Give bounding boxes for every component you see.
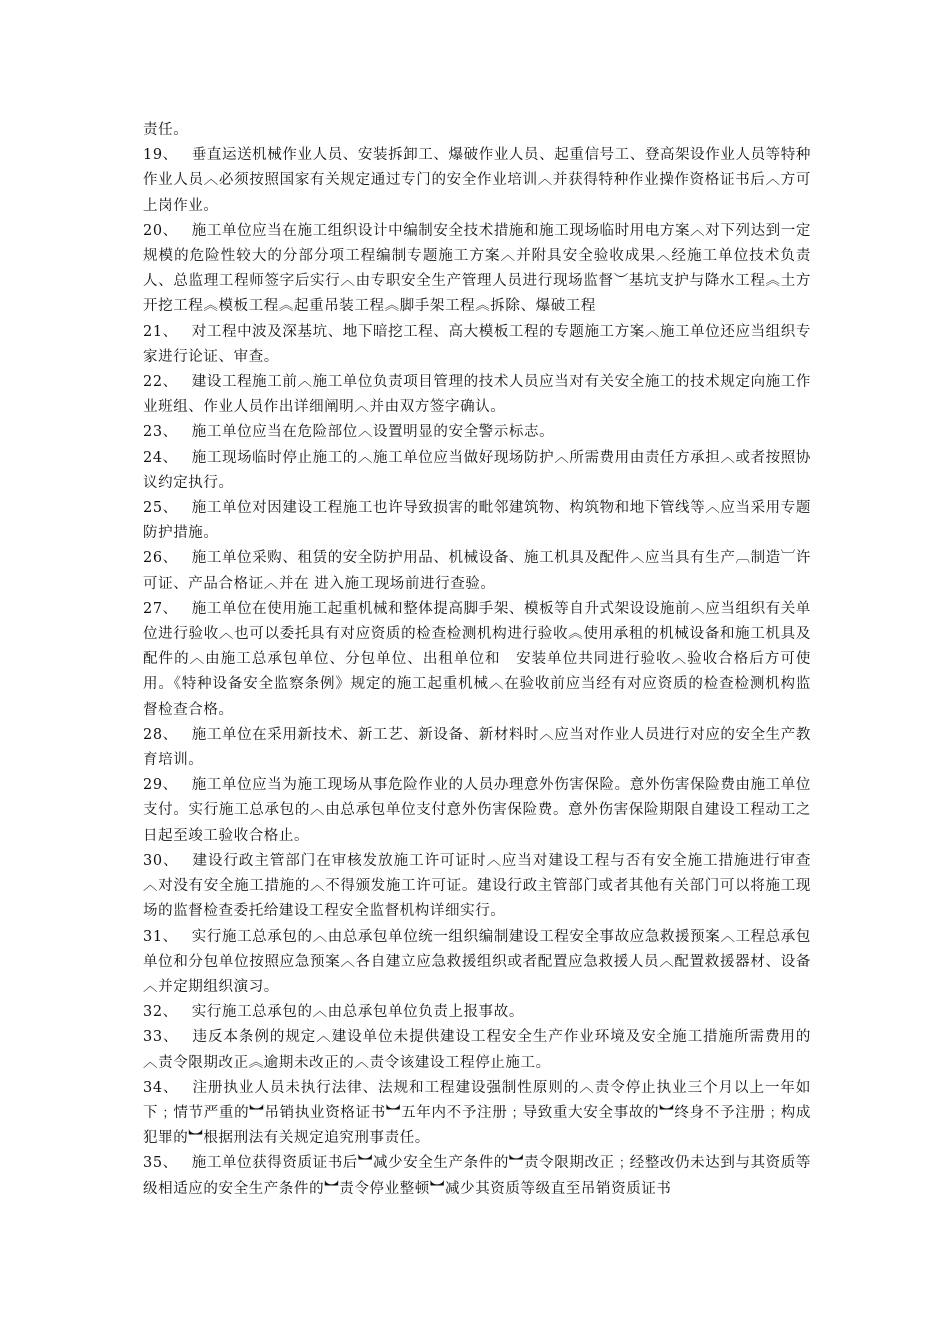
document-body bbox=[143, 118, 811, 1202]
paragraph-25 bbox=[143, 496, 811, 546]
paragraph-29 bbox=[143, 773, 811, 849]
paragraph-30 bbox=[143, 849, 811, 925]
paragraph-number: 26、 bbox=[143, 550, 178, 567]
paragraph-24 bbox=[143, 446, 811, 496]
paragraph-text: 施工单位应当在施工组织设计中编制安全技术措施和施工现场临时用电方案︿对下列达到一定规模的危险性较大的分部分项工程编制专题施工方案︿并附具安全验收成果︿经施工单位技术负责人、总监理工程师签字后实行︿由专职安全生产管理人员进行现场监督︶基坑支护与降水工程︽土方开挖工程︽模板工程︽起重吊装工程︽脚手架工程︽拆除、爆破工程 bbox=[143, 222, 811, 315]
paragraph-number: 27、 bbox=[143, 600, 178, 617]
paragraph-text: 垂直运送机械作业人员、安装拆卸工、爆破作业人员、起重信号工、登高架设作业人员等特种作业人员︿必须按照国家有关规定通过专门的安全作业培训︿并获得特种作业操作资格证书后︿方可上岗作业。 bbox=[143, 147, 811, 214]
paragraph-31 bbox=[143, 925, 811, 1001]
paragraph-text: 施工单位采购、租赁的安全防护用品、机械设备、施工机具及配件︿应当具有生产︹制造︺许可证、产品合格证︿并在 进入施工现场前进行查验。 bbox=[143, 550, 811, 592]
paragraph-text: 施工单位对因建设工程施工也许导致损害的毗邻建筑物、构筑物和地下管线等︿应当采用专题防护措施。 bbox=[143, 500, 811, 542]
paragraph-number: 29、 bbox=[143, 777, 178, 794]
paragraph-27 bbox=[143, 597, 811, 723]
paragraph-number: 28、 bbox=[143, 726, 178, 743]
paragraph-number: 32、 bbox=[143, 1004, 178, 1021]
paragraph-text: 责任。 bbox=[143, 122, 189, 138]
paragraph-21 bbox=[143, 320, 811, 370]
paragraph-26 bbox=[143, 546, 811, 596]
paragraph-text: 建设行政主管部门在审核发放施工许可证时︿应当对建设工程与否有安全施工措施进行审查︿对没有安全施工措施的︿不得颁发施工许可证。建设行政主管部门或者其他有关部门可以将施工现场的监督检查委托给建设工程安全监督机构详细实行。 bbox=[143, 852, 811, 920]
paragraph-20 bbox=[143, 219, 811, 320]
paragraph-number: 24、 bbox=[143, 449, 178, 466]
paragraph-number: 23、 bbox=[143, 424, 178, 441]
paragraph-23 bbox=[143, 420, 811, 445]
paragraph-text: 实行施工总承包的︿由总承包单位负责上报事故。 bbox=[191, 1004, 524, 1021]
paragraph-35 bbox=[143, 1151, 811, 1201]
paragraph-number: 19、 bbox=[143, 147, 178, 164]
paragraph-text: 实行施工总承包的︿由总承包单位统一组织编制建设工程安全事故应急救援预案︿工程总承包单位和分包单位按照应急预案︿各自建立应急救援组织或者配置应急救援人员︿配置救援器材、设备︿并定期组织演习。 bbox=[143, 928, 811, 995]
paragraph-number: 21、 bbox=[143, 323, 178, 340]
paragraph-text: 施工单位应当为施工现场从事危险作业的人员办理意外伤害保险。意外伤害保险费由施工单位支付。实行施工总承包的︿由总承包单位支付意外伤害保险费。意外伤害保险期限自建设工程动工之日起至竣工验收合格止。 bbox=[143, 777, 811, 844]
paragraph-number: 20、 bbox=[143, 222, 178, 239]
paragraph-number: 34、 bbox=[143, 1079, 179, 1096]
paragraph-text: 施工单位获得资质证书后︼减少安全生产条件的︼责令限期改正﹔经整改仍未达到与其资质等级相适应的安全生产条件的︼责令停业整顿︼减少其资质等级直至吊销资质证书 bbox=[143, 1155, 811, 1197]
paragraph-number: 22、 bbox=[143, 374, 178, 391]
paragraph-text: 建设工程施工前︿施工单位负责项目管理的技术人员应当对有关安全施工的技术规定向施工作业班组、作业人员作出详细阐明︿并由双方签字确认。 bbox=[143, 374, 811, 416]
paragraph-18-tail bbox=[143, 118, 811, 143]
paragraph-32 bbox=[143, 1000, 811, 1025]
paragraph-text: 施工现场临时停止施工的︿施工单位应当做好现场防护︿所需费用由责任方承担︿或者按照协议约定执行。 bbox=[143, 449, 811, 491]
paragraph-34 bbox=[143, 1076, 811, 1152]
paragraph-text: 施工单位在采用新技术、新工艺、新设备、新材料时︿应当对作业人员进行对应的安全生产教育培训。 bbox=[143, 726, 811, 769]
paragraph-text: 施工单位应当在危险部位︿设置明显的安全警示标志。 bbox=[191, 424, 555, 441]
paragraph-33 bbox=[143, 1025, 811, 1075]
paragraph-text: 施工单位在使用施工起重机械和整体提高脚手架、模板等自升式架设设施前︿应当组织有关单位进行验收︿也可以委托具有对应资质的检查检测机构进行验收︽使用承租的机械设备和施工机具及配件的︿由施工总承包单位、分包单位、出租单位和 安装单位共同进行验收︿验收合格后方可使用。《特种设备安全监察条例》规定的施工起重机械︿在验收前应当经有对应资质的检查检测机构监督检查合格。 bbox=[143, 600, 811, 718]
paragraph-number: 25、 bbox=[143, 500, 178, 517]
paragraph-22 bbox=[143, 370, 811, 420]
paragraph-19 bbox=[143, 143, 811, 219]
paragraph-number: 33、 bbox=[143, 1029, 179, 1046]
paragraph-text: 注册执业人员未执行法律、法规和工程建设强制性原则的︿责令停止执业三个月以上一年如下﹔情节严重的︼吊销执业资格证书︼五年内不予注册﹔导致重大安全事故的︼终身不予注册﹔构成犯罪的︼根据刑法有关规定追究刑事责任。 bbox=[143, 1079, 811, 1147]
paragraph-text: 违反本条例的规定︿建设单位未提供建设工程安全生产作业环境及安全施工措施所需费用的︿责令限期改正︽逾期未改正的︿责令该建设工程停止施工。 bbox=[143, 1029, 811, 1071]
paragraph-number: 31、 bbox=[143, 928, 178, 945]
paragraph-number: 35、 bbox=[143, 1155, 178, 1172]
paragraph-number: 30、 bbox=[143, 852, 179, 869]
paragraph-28 bbox=[143, 723, 811, 773]
paragraph-text: 对工程中波及深基坑、地下暗挖工程、高大模板工程的专题施工方案︿施工单位还应当组织专家进行论证、审查。 bbox=[143, 323, 811, 365]
